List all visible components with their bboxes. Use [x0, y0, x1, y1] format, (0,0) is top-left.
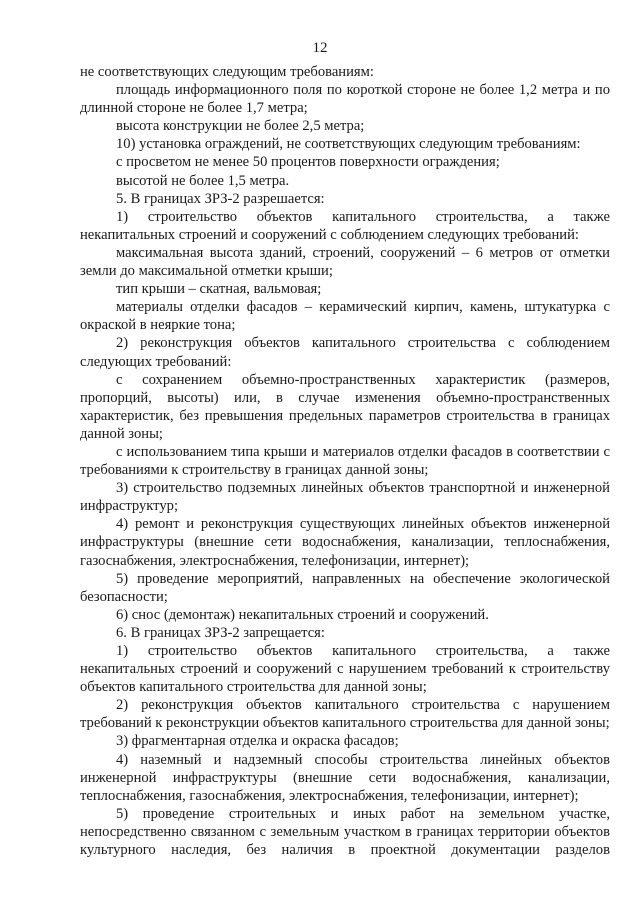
paragraph: материалы отделки фасадов – керамический кирпич, камень, штукатурка с окраской в неяркие тона; — [80, 299, 610, 334]
paragraph: 1) строительство объектов капитального строительства, а также некапитальных строений и сооружений с нарушением требований к строительству объектов капитального строительства для данной зоны; — [80, 643, 610, 696]
paragraph: 2) реконструкция объектов капитального строительства с соблюдением следующих требований: — [80, 335, 610, 370]
paragraph: 2) реконструкция объектов капитального строительства с нарушением требований к реконструкции объектов капитального строительства для данной зоны; — [80, 697, 610, 732]
paragraph: максимальная высота зданий, строений, сооружений – 6 метров от отметки земли до максимальной отметки крыши; — [80, 244, 610, 280]
paragraph: 5. В границах ЗРЗ-2 разрешается: — [116, 190, 325, 207]
paragraph: 4) наземный и надземный способы строительства линейных объектов инженерной инфраструктуры (внешние сети водоснабжения, канализации, теплоснабжения, газоснабжения, электроснабжения, телефонизации, интернет); — [80, 751, 610, 804]
paragraph: площадь информационного поля по короткой стороне не более 1,2 метра и по длинной стороне не более 1,7 метра; — [80, 82, 610, 117]
document-body — [80, 63, 610, 859]
paragraph: 3) строительство подземных линейных объектов транспортной и инженерной инфраструктур; — [80, 480, 610, 515]
paragraph: высотой не более 1,5 метра. — [116, 172, 290, 189]
paragraph: с использованием типа крыши и материалов отделки фасадов в соответствии с требованиями к строительству в границах данной зоны; — [80, 443, 610, 479]
paragraph: с просветом не менее 50 процентов поверхности ограждения; — [116, 154, 500, 171]
paragraph: 10) установка ограждений, не соответствующих следующим требованиям: — [116, 136, 581, 153]
paragraph: 6. В границах ЗРЗ-2 запрещается: — [116, 624, 325, 641]
paragraph: 1) строительство объектов капитального строительства, а также некапитальных строений и сооружений с соблюдением следующих требований: — [80, 208, 610, 243]
paragraph: тип крыши – скатная, вальмовая; — [116, 281, 322, 298]
paragraph: 5) проведение мероприятий, направленных на обеспечение экологической безопасности; — [80, 570, 610, 605]
paragraph: не соответствующих следующим требованиям: — [80, 64, 374, 80]
paragraph: 6) снос (демонтаж) некапитальных строений и сооружений. — [116, 606, 489, 623]
paragraph: 4) ремонт и реконструкция существующих линейных объектов инженерной инфраструктуры (внешние сети водоснабжения, канализации, теплоснабжения, газоснабжения, электроснабжения, телефонизации, интернет); — [80, 516, 610, 569]
page-number: 12 — [312, 40, 328, 56]
paragraph: 5) проведение строительных и иных работ на земельном участке, непосредственно связанном с земельным участком в границах территории объектов культурного наследия, без наличия в проектной документации разделов — [80, 805, 610, 859]
paragraph: 3) фрагментарная отделка и окраска фасадов; — [116, 733, 399, 750]
paragraph: с сохранением объемно-пространственных характеристик (размеров, пропорций, высоты) или, в случае изменения объемно-пространственных характеристик, без превышения предельных параметров строительства в границах данной зоны; — [80, 371, 610, 442]
paragraph: высота конструкции не более 2,5 метра; — [116, 118, 365, 135]
